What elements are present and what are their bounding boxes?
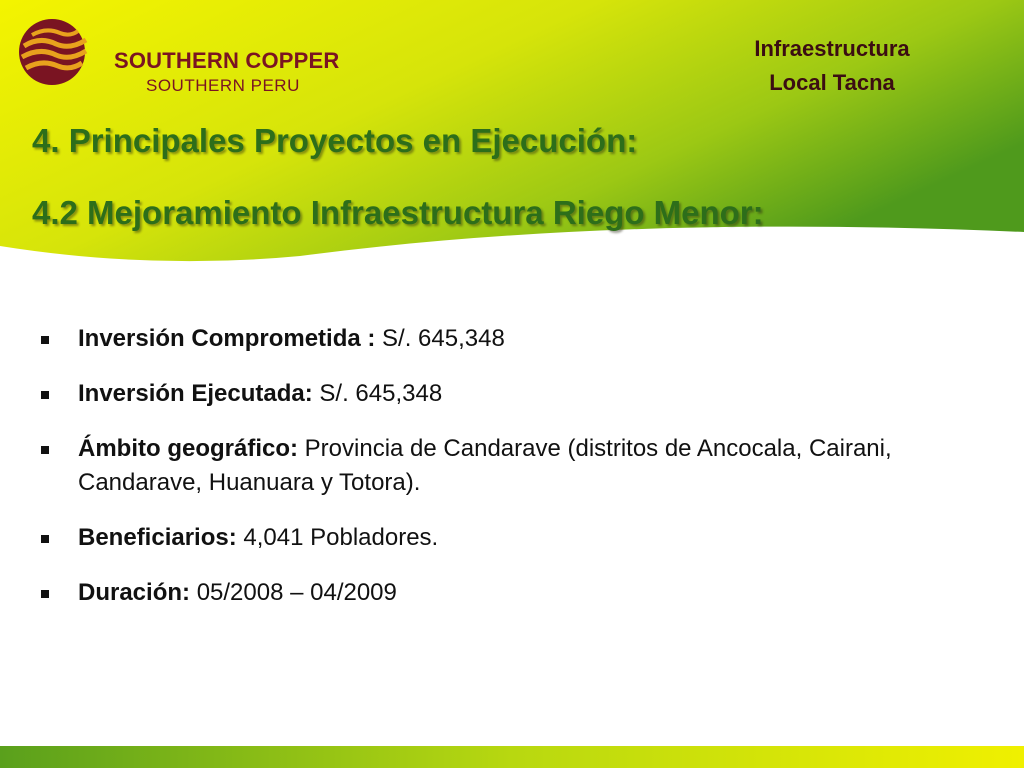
bullet-label: Duración: bbox=[78, 579, 197, 606]
bullet-value: 05/2008 – 04/2009 bbox=[196, 579, 397, 606]
bullet-value: S/. 645,348 bbox=[319, 380, 443, 407]
bullet-label: Inversión Ejecutada: bbox=[78, 380, 320, 407]
bullet-label: Inversión Comprometida : bbox=[78, 325, 383, 352]
brand-subsidiary: SOUTHERN PERU bbox=[146, 76, 300, 95]
bullet-inversion-comprometida bbox=[40, 322, 990, 356]
footer-gradient-shape bbox=[0, 746, 1024, 768]
company-logo bbox=[18, 16, 378, 95]
bullet-label: Ámbito geográfico: bbox=[78, 435, 305, 462]
bullet-label: Beneficiarios: bbox=[78, 524, 244, 551]
brand-name: SOUTHERN COPPER bbox=[114, 48, 340, 73]
bullet-beneficiarios bbox=[40, 521, 990, 555]
southern-copper-logo-icon bbox=[18, 16, 90, 88]
slide-title: 4. Principales Proyectos en Ejecución: bbox=[32, 122, 638, 159]
section-tag bbox=[712, 32, 952, 100]
section-tag-line2: Local Tacna bbox=[769, 70, 895, 95]
bullet-inversion-ejecutada bbox=[40, 377, 990, 411]
bullet-ambito-geografico bbox=[40, 432, 990, 500]
square-bullet-icon bbox=[41, 336, 49, 344]
footer-band bbox=[0, 746, 1024, 768]
project-details-list bbox=[40, 322, 990, 631]
square-bullet-icon bbox=[41, 391, 49, 399]
slide-subtitle: 4.2 Mejoramiento Infraestructura Riego Menor: bbox=[32, 194, 764, 231]
bullet-duracion bbox=[40, 576, 990, 610]
square-bullet-icon bbox=[41, 446, 49, 454]
bullet-value: S/. 645,348 bbox=[382, 325, 505, 352]
square-bullet-icon bbox=[41, 590, 49, 598]
square-bullet-icon bbox=[41, 535, 49, 543]
bullet-value: Provincia de Candarave (distritos de Ancocala, Cairani, Candarave, Huanuara y Totora). bbox=[78, 435, 892, 496]
section-tag-line1: Infraestructura bbox=[754, 36, 910, 61]
bullet-value: 4,041 Pobladores. bbox=[243, 524, 439, 551]
